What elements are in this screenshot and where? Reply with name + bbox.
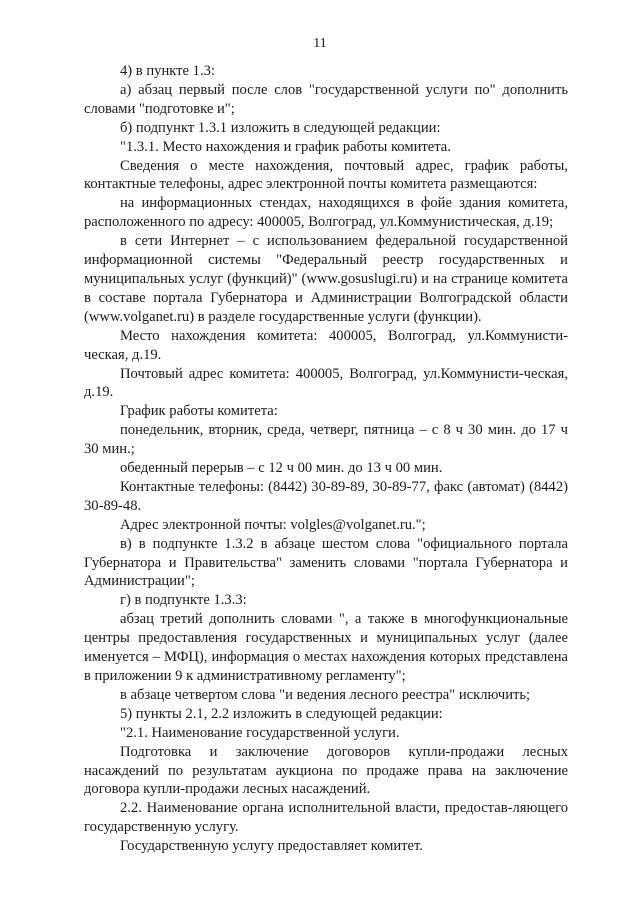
paragraph: на информационных стендах, находящихся в фойе здания комитета, расположенного по адресу: 400005, Волгоград, ул.Коммунистическая, д.19; — [84, 195, 568, 231]
paragraph: Сведения о месте нахождения, почтовый адрес, график работы, контактные телефоны, адрес электронной почты комитета размещаются: — [84, 157, 568, 193]
paragraph: Контактные телефоны: (8442) 30-89-89, 30-89-77, факс (автомат) (8442) 30-89-48. — [84, 478, 568, 514]
paragraph: 5) пункты 2.1, 2.2 изложить в следующей редакции: — [120, 705, 443, 722]
paragraph: обеденный перерыв – с 12 ч 00 мин. до 13 ч 00 мин. — [120, 460, 443, 477]
page-number: 11 — [313, 36, 327, 51]
paragraph: в абзаце четвертом слова "и ведения лесного реестра" исключить; — [120, 686, 531, 703]
paragraph: Место нахождения комитета: 400005, Волгоград, ул.Коммунисти-ческая, д.19. — [84, 327, 568, 363]
paragraph: Подготовка и заключение договоров купли-продажи лесных насаждений по результатам аукциона по продаже права на заключение договора купли-продажи лесных насаждений. — [84, 743, 568, 798]
paragraph: понедельник, вторник, среда, четверг, пятница – с 8 ч 30 мин. до 17 ч 30 мин.; — [84, 422, 568, 458]
paragraph: г) в подпункте 1.3.3: — [120, 592, 247, 609]
paragraph: 2.2. Наименование органа исполнительной власти, предостав-ляющего государственную услугу. — [84, 800, 568, 836]
paragraph: Государственную услугу предоставляет комитет. — [120, 838, 423, 855]
paragraph: б) подпункт 1.3.1 изложить в следующей редакции: — [120, 119, 441, 136]
paragraph: "2.1. Наименование государственной услуги. — [120, 724, 400, 741]
paragraph: абзац третий дополнить словами ", а также в многофункциональные центры предоставления государственных и муниципальных услуг (далее именуется – МФЦ), информация о местах нахождения которых представлена в приложении 9 к административному регламенту"; — [84, 611, 568, 684]
paragraph: а) абзац первый после слов "государственной услуги по" дополнить словами "подготовке и"; — [84, 81, 568, 117]
paragraph: 4) в пункте 1.3: — [120, 63, 215, 79]
paragraph: Почтовый адрес комитета: 400005, Волгоград, ул.Коммунисти-ческая, д.19. — [84, 365, 568, 401]
document-body — [84, 62, 568, 856]
paragraph: График работы комитета: — [120, 403, 278, 420]
paragraph: в) в подпункте 1.3.2 в абзаце шестом слова "официального портала Губернатора и Правительства" заменить словами "портала Губернатора и Администрации"; — [84, 535, 568, 590]
paragraph: Адрес электронной почты: volgles@volganet.ru."; — [120, 516, 426, 533]
paragraph: в сети Интернет – с использованием федеральной государственной информационной системы "Федеральный реестр государственных и муниципальных услуг (функций)" (www.gosuslugi.ru) и на странице комитета в составе портала Губернатора и Администрации Волгоградской области (www.volganet.ru) в разделе государственные услуги (функции). — [84, 233, 568, 325]
paragraph: "1.3.1. Место нахождения и график работы комитета. — [120, 138, 451, 155]
